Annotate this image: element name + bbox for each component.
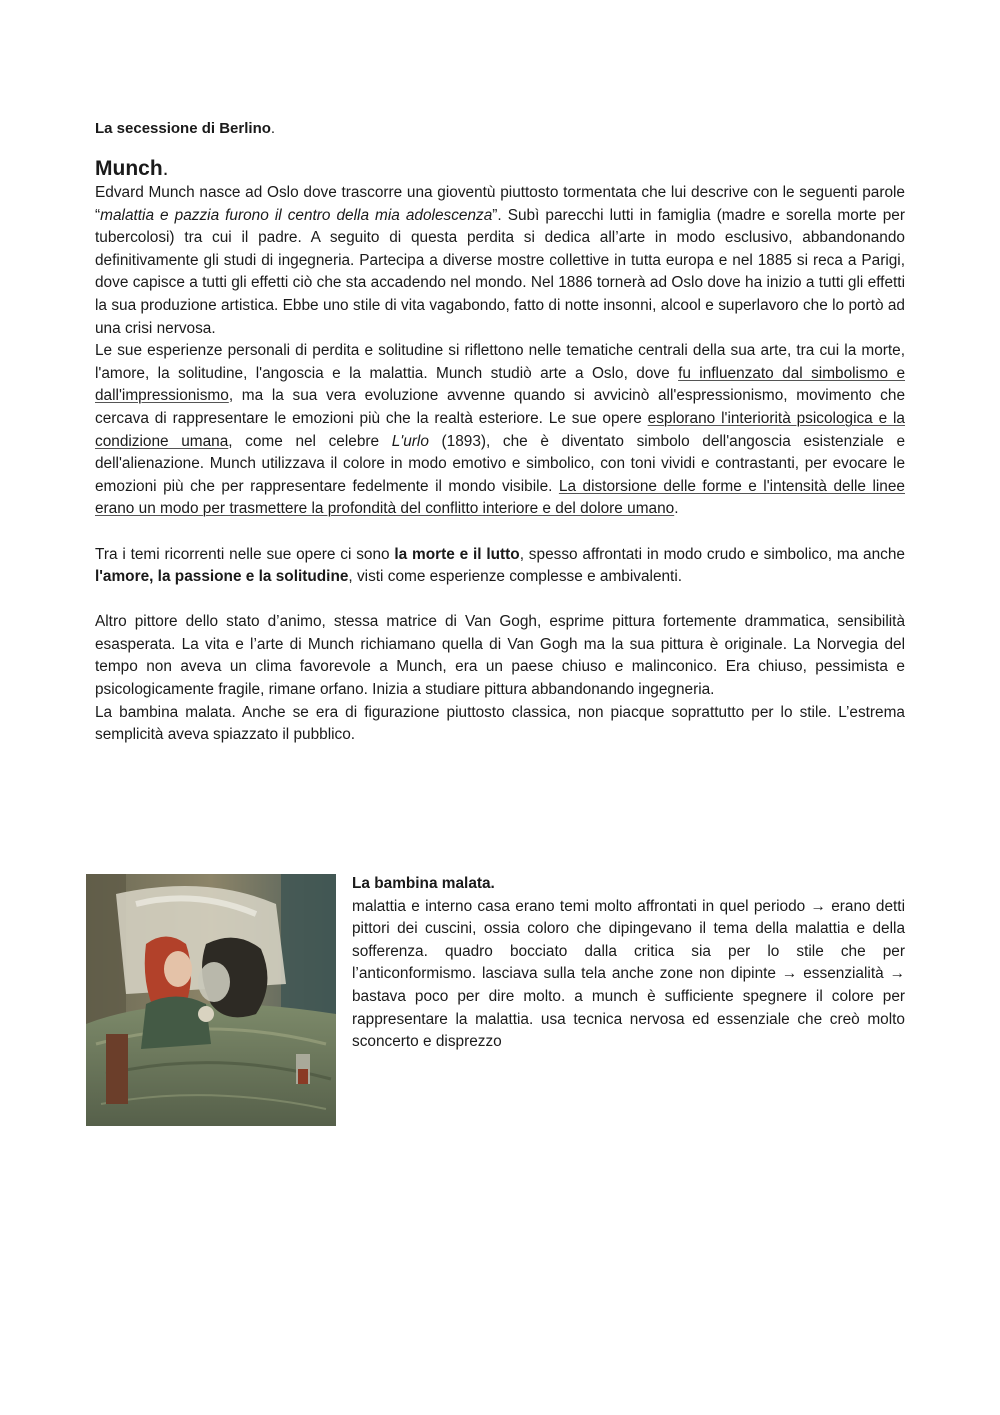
paragraph-recurring-themes: Tra i temi ricorrenti nelle sue opere ci sono la morte e il lutto, spesso affrontati in modo crudo e simbolico, ma anche l'amore, la passione e la solitudine, visti come esperienze complesse e ambivalenti. [95, 545, 905, 586]
document-page [95, 119, 905, 747]
figure-title: La bambina malata. [352, 875, 495, 892]
quote-text: malattia e pazzia furono il centro della mia adolescenza [100, 206, 493, 224]
munch-heading: Munch. [95, 157, 169, 180]
artwork-title: L'urlo [391, 432, 429, 450]
figure-text: malattia e interno casa erano temi molto affrontati in quel periodo → erano detti pittori dei cuscini, ossia coloro che dipingevano il tema della malattia e della sofferenza. quadro bocciato dalla critica sia per lo stile che per l’anticonformismo. lasciava sulla tela anche zone non dipinte → essenzialità → bastava poco per dire molto. a munch è sufficiente spegnere il colore per rappresentare la malattia. usa tecnica nervosa ed essenziale che creò molto sconcerto e disprezzo [352, 897, 905, 1051]
section-title: La secessione di Berlino. [95, 120, 276, 137]
paragraph-themes: Le sue esperienze personali di perdita e solitudine si riflettono nelle tematiche centrali della sua arte, tra cui la morte, l'amore, la solitudine, l'angoscia e la malattia. Munch studiò arte a Oslo, dove fu influenzato dal simbolismo e dall'impressionismo, ma la sua vera evoluzione avvenne quando si avvicinò all'espressionismo, movimento che cercava di rappresentare le emozioni più che la realtà esteriore. Le sue opere esplorano l'interiorità psicologica e la condizione umana, come nel celebre L'urlo (1893), che è diventato simbolo dell'angoscia esistenziale e dell'alienazione. Munch utilizzava il colore in modo emotivo e simbolico, con toni vividi e contrastanti, per evocare le emozioni più che per rappresentare fedelmente il mondo visibile. La distorsione delle forme e l'intensità delle linee erano un modo per trasmettere la profondità del conflitto interiore e del dolore umano. [95, 342, 906, 518]
figure-block [86, 873, 906, 1133]
link-distortion[interactable]: La distorsione delle forme e l'intensità delle linee erano un modo per trasmettere la profondità del conflitto interiore e del dolore umano [95, 477, 905, 518]
paragraph-comparison: Altro pittore dello stato d’animo, stessa matrice di Van Gogh, esprime pittura fortemente drammatica, sensibilità esasperata. La vita e l’arte di Munch richiamano quella di Van Gogh ma la sua pittura è originale. La Norvegia del tempo non aveva un clima favorevole a Munch, era un paese chiuso e malinconico. Era chiuso, pessimista e psicologicamente fragile, rimane orfano. Inizia a studiare pittura abbandonando ingegneria. [95, 613, 905, 699]
painting-image [86, 874, 336, 1126]
paragraph-sick-child: La bambina malata. Anche se era di figurazione piuttosto classica, non piacque soprattutto per lo stile. L’estrema semplicità aveva spiazzato il pubblico. [95, 703, 905, 744]
link-influences[interactable]: fu influenzato dal simbolismo e dall'impressionismo [95, 364, 906, 405]
paragraph-biography: Edvard Munch nasce ad Oslo dove trascorre una gioventù piuttosto tormentata che lui descrive con le seguenti parole “malattia e pazzia furono il centro della mia adolescenza”. Subì parecchi lutti in famiglia (madre e sorella morte per tubercolosi) tra cui il padre. A seguito di questa perdita si dedica all’arte in modo esclusivo, abbandonando definitivamente gli studi di ingegneria. Partecipa a diverse mostre collettive in tutta europa e nel 1885 si reca a Parigi, dove capisce a tutti gli effetti ciò che sta accadendo nel mondo. Nel 1886 tornerà ad Oslo dove ha inizio a tutti gli effetti la sua produzione artistica. Ebbe uno stile di vita vagabondo, fatto di notte insonni, alcool e superlavoro che lo portò ad una crisi nervosa. [95, 184, 905, 337]
sick-child-painting [86, 874, 336, 1126]
figure-caption [352, 873, 905, 1054]
link-interiority[interactable]: esplorano l'interiorità psicologica e la condizione umana [95, 409, 905, 450]
